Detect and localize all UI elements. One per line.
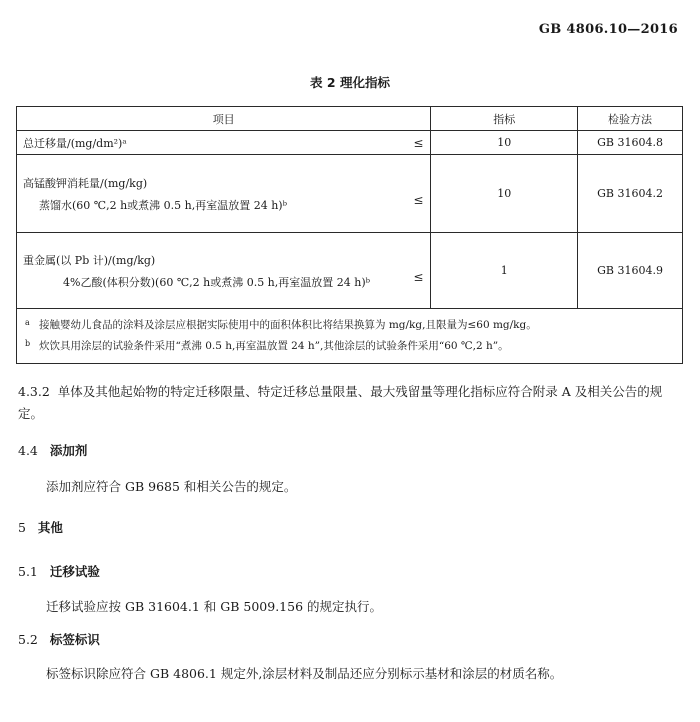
method-cell: GB 31604.2 — [578, 155, 683, 233]
clause-text: 单体及其他起始物的特定迁移限量、特定迁移总量限量、最大残留量等理化指标应符合附录 A 及相关公告的规定。 — [18, 384, 663, 421]
section-number: 5 — [18, 520, 26, 535]
index-cell: 10 — [431, 131, 578, 155]
le-sign: ≤ — [413, 135, 424, 150]
physicochemical-table — [16, 106, 683, 364]
table-header-row — [17, 107, 683, 131]
section-5-heading — [18, 518, 63, 536]
section-5-2-heading — [18, 630, 100, 648]
column-header-index: 指标 — [431, 107, 578, 131]
section-number: 5.2 — [18, 632, 38, 647]
table-note — [25, 336, 674, 357]
section-5-1-heading — [18, 562, 100, 580]
clause-number: 4.3.2 — [18, 384, 50, 399]
note-text: 接触婴幼儿食品的涂料及涂层应根据实际使用中的面积体积比将结果换算为 mg/kg,且限量为≤60 mg/kg。 — [39, 319, 537, 331]
note-text: 炊饮具用涂层的试验条件采用“煮沸 0.5 h,再室温放置 24 h”,其他涂层的试验条件采用“60 ℃,2 h”。 — [39, 340, 509, 352]
table-row — [17, 155, 683, 233]
section-title: 迁移试验 — [49, 564, 100, 579]
column-header-item: 项目 — [17, 107, 431, 131]
item-condition: 4%乙酸(体积分数)(60 ℃,2 h或煮沸 0.5 h,再室温放置 24 h)ᵇ — [63, 275, 371, 289]
section-number: 4.4 — [18, 443, 38, 458]
section-4-4-heading — [18, 441, 87, 459]
index-cell: 1 — [431, 233, 578, 309]
section-title: 其他 — [37, 520, 63, 535]
item-cell — [17, 155, 431, 233]
table-row — [17, 233, 683, 309]
clause-4-3-2 — [18, 381, 682, 425]
method-cell: GB 31604.8 — [578, 131, 683, 155]
method-cell: GB 31604.9 — [578, 233, 683, 309]
section-5-1-text: 迁移试验应按 GB 31604.1 和 GB 5009.156 的规定执行。 — [46, 599, 383, 614]
section-4-4-text: 添加剂应符合 GB 9685 和相关公告的规定。 — [46, 479, 297, 494]
table-notes — [17, 309, 683, 364]
index-cell: 10 — [431, 155, 578, 233]
item-cell — [17, 131, 431, 155]
item-cell — [17, 233, 431, 309]
item-name: 重金属(以 Pb 计)/(mg/kg) — [23, 253, 156, 267]
le-sign: ≤ — [413, 270, 424, 285]
table-row — [17, 131, 683, 155]
item-condition: 蒸馏水(60 ℃,2 h或煮沸 0.5 h,再室温放置 24 h)ᵇ — [39, 198, 287, 212]
table-note — [25, 315, 674, 336]
table-caption: 表 2 理化指标 — [310, 75, 390, 90]
item-name: 总迁移量/(mg/dm²)ᵃ — [23, 136, 127, 150]
section-title: 添加剂 — [49, 443, 88, 458]
table-notes-row — [17, 309, 683, 364]
column-header-method: 检验方法 — [578, 107, 683, 131]
section-title: 标签标识 — [49, 632, 100, 647]
note-mark: a — [25, 318, 30, 327]
section-number: 5.1 — [18, 564, 38, 579]
le-sign: ≤ — [413, 193, 424, 208]
standard-code: GB 4806.10—2016 — [538, 22, 678, 37]
item-name: 高锰酸钾消耗量/(mg/kg) — [23, 176, 148, 190]
note-mark: b — [25, 339, 31, 348]
section-5-2-text: 标签标识除应符合 GB 4806.1 规定外,涂层材料及制品还应分别标示基材和涂层的材质名称。 — [46, 666, 563, 681]
